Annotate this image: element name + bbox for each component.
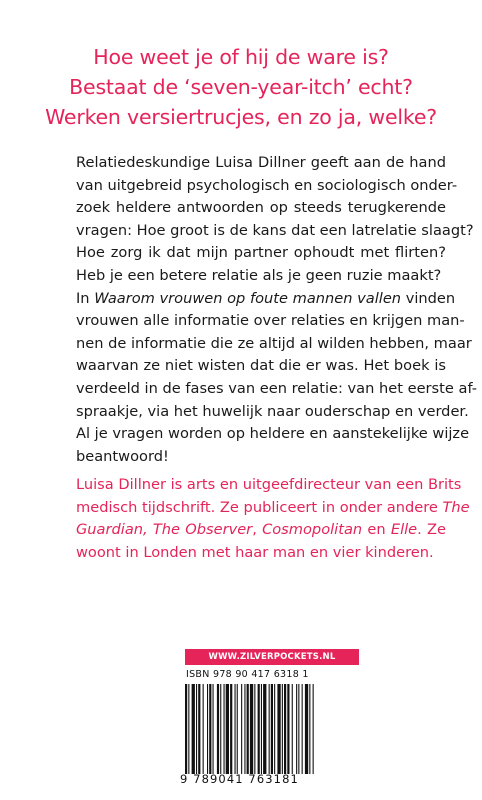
barcode-bar	[230, 684, 232, 774]
barcode-bar	[203, 684, 204, 774]
barcode-bar	[213, 684, 214, 774]
bio-publication: Elle	[390, 521, 418, 539]
blurb-line-title	[76, 288, 456, 311]
blurb-line: van uitgebreid psychologisch en sociologisch onder-	[76, 176, 458, 194]
blurb-line: Hoe zorg ik dat mijn partner ophoudt met flirten?	[76, 244, 446, 262]
blurb-line: vragen: Hoe groot is de kans dat een latrelatie slaagt?	[76, 221, 474, 239]
blurb-line: Al je vragen worden op heldere en aanstekelijke wijze	[76, 425, 470, 443]
barcode-bar	[247, 684, 249, 774]
barcode-bar	[282, 684, 283, 774]
blurb-line: vrouwen alle informatie over relaties en krijgen man-	[76, 312, 465, 330]
barcode-bar	[241, 684, 242, 774]
blurb-line: verdeeld in de fases van een relatie: van het eerste af-	[76, 379, 478, 397]
barcode-bar	[192, 684, 195, 774]
barcode-bar	[261, 684, 262, 774]
barcode-bar	[224, 684, 225, 774]
barcode-bar	[305, 684, 308, 774]
barcode-bar	[244, 684, 245, 774]
barcode-bar	[196, 684, 197, 774]
bio-text: en	[362, 521, 391, 539]
barcode-bar	[274, 684, 275, 774]
barcode-bar	[309, 684, 310, 774]
bio-text: medisch tijdschrift. Ze publiceert in onder andere	[76, 498, 443, 516]
blurb-line: zoek heldere antwoorden op steeds terugkerende	[76, 199, 446, 217]
barcode-bar	[277, 684, 280, 774]
barcode-bar	[217, 684, 219, 774]
blurb-line: spraakje, via het huwelijk naar ouderschap en verder.	[76, 402, 469, 420]
barcode-bar	[313, 684, 314, 774]
headline-line-3: Werken versiertrucjes, en zo ja, welke?	[45, 105, 437, 129]
barcode-bar	[220, 684, 221, 774]
barcode-digits: 9 789041 763181	[180, 772, 299, 786]
blurb-line: nen de informatie die ze altijd al wilden hebben, maar	[76, 334, 472, 352]
bio-text: ,	[252, 521, 263, 539]
headline-line-2: Bestaat de ‘seven-year-itch’ echt?	[69, 75, 413, 99]
bio-line	[76, 519, 446, 542]
bio-line	[76, 497, 470, 520]
blurb-line: waarvan ze niet wisten dat die er was. Het boek is	[76, 357, 446, 375]
bio-line: Luisa Dillner is arts en uitgeefdirecteur van een Brits	[76, 476, 462, 493]
barcode-bar	[287, 684, 289, 774]
bio-text: . Ze	[417, 521, 446, 539]
barcode-bar	[250, 684, 253, 774]
barcode-bar	[198, 684, 200, 774]
barcode-bar	[269, 684, 270, 774]
headline-line-1: Hoe weet je of hij de ware is?	[93, 45, 389, 69]
isbn-text: ISBN 978 90 417 6318 1	[186, 669, 309, 680]
blurb-in: In	[76, 289, 95, 307]
blurb-vinden: vinden	[401, 289, 456, 307]
blurb-line: Heb je een betere relatie als je geen ruzie maakt?	[76, 266, 442, 284]
barcode-bar	[207, 684, 208, 774]
barcode-bar	[226, 684, 229, 774]
barcode-bar	[302, 684, 303, 774]
website-url-badge: WWW.ZILVERPOCKETS.NL	[185, 649, 359, 665]
barcode-bar	[209, 684, 211, 774]
bio-publication: Cosmopolitan	[262, 521, 363, 539]
bio-line: woont in Londen met haar man en vier kinderen.	[76, 543, 434, 561]
barcode-bar	[263, 684, 266, 774]
book-title: Waarom vrouwen op foute mannen vallen	[94, 289, 402, 307]
barcode-bar	[254, 684, 255, 774]
headline	[0, 42, 482, 132]
blurb-line: beantwoord!	[76, 447, 169, 465]
barcode-bar	[296, 684, 297, 774]
barcode-bar	[188, 684, 189, 774]
blurb-line: Relatiedeskundige Luisa Dillner geeft aan de hand	[76, 154, 446, 171]
barcode-icon	[183, 684, 361, 774]
barcode-bar	[235, 684, 236, 774]
barcode-bar	[237, 684, 238, 774]
author-bio	[76, 474, 470, 564]
barcode-bar	[284, 684, 286, 774]
barcode-bar	[258, 684, 260, 774]
blurb-text	[76, 152, 478, 468]
bio-publication: The	[442, 498, 470, 516]
bio-publication: Guardian, The Observer	[76, 521, 253, 539]
barcode-bar	[271, 684, 273, 774]
barcode-bar	[292, 684, 293, 774]
barcode-bar	[185, 684, 187, 774]
barcode-bar	[298, 684, 299, 774]
